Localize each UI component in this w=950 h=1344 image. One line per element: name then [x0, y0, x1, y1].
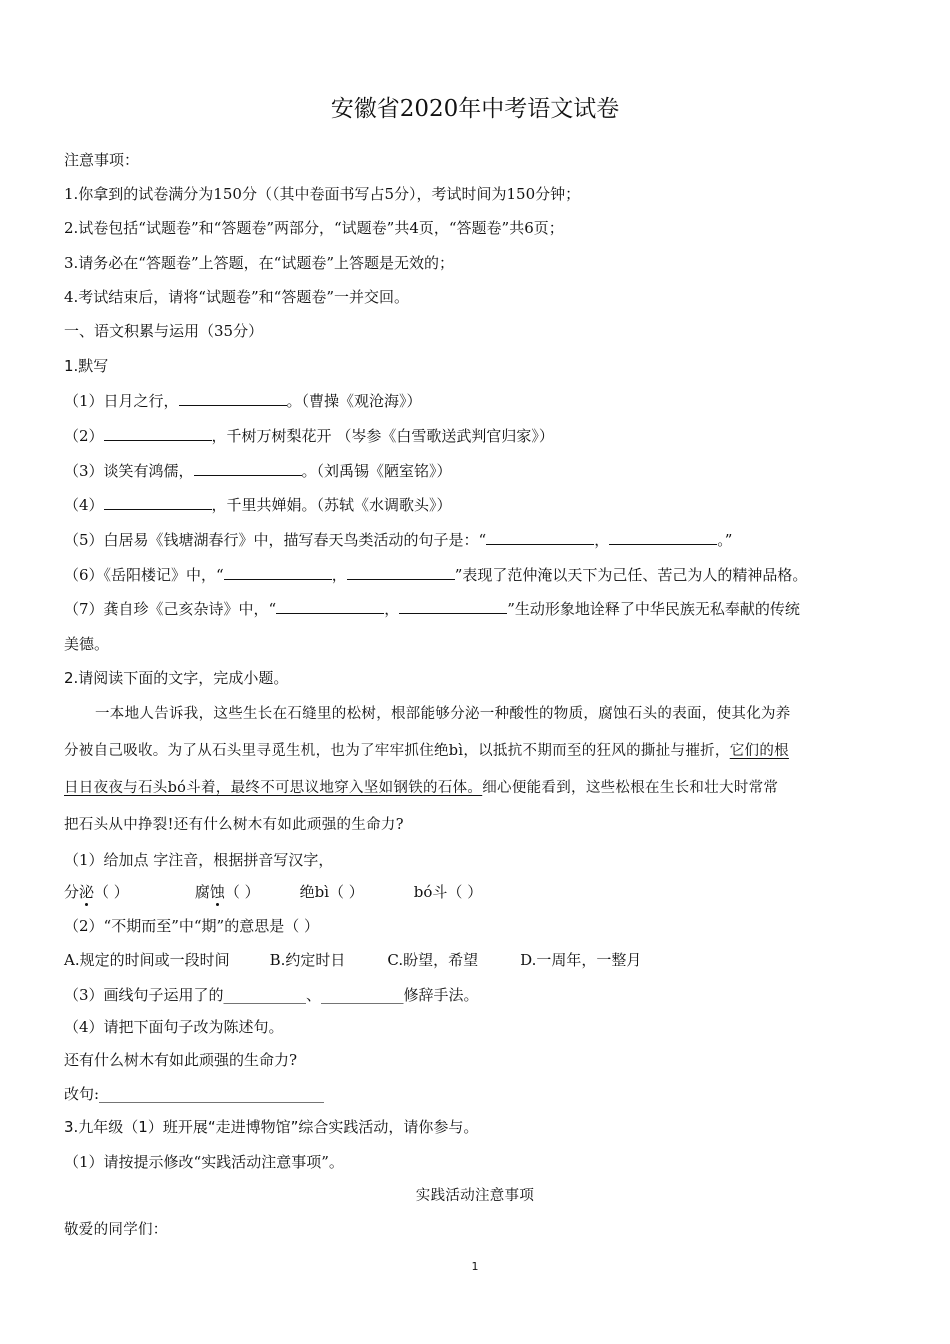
q1-item-3-post: 。（刘禹锡《陋室铭》）	[301, 462, 452, 480]
q1-item-2-post: ，千树万树梨花开 （岑参《白雪歌送武判官归家》）	[211, 427, 554, 445]
answer-blank[interactable]	[609, 529, 717, 545]
q1-item-2-pre: （2）	[64, 427, 104, 445]
pinyin-word-2	[195, 883, 260, 901]
q2-sentence: 还有什么树木有如此顽强的生命力?	[64, 1051, 298, 1069]
greeting: 敬爱的同学们：	[64, 1222, 168, 1238]
pinyin-word-3[interactable]: 绝bì（ ）	[299, 883, 364, 901]
q1-item-5-mid: ，	[594, 531, 610, 549]
q2-sub-3: （3）画线句子运用了的___________、___________修辞手法。	[64, 986, 479, 1004]
passage-text: 分被自己吸收。为了从石头里寻觅生机，也为了牢牢抓住绝bì，以抵抗不期而至的狂风的撕扯与摧折，	[64, 743, 730, 759]
underlined-sentence: 日日夜夜与石头bó斗着，最终不可思议地穿入坚如钢铁的石体。	[64, 780, 483, 796]
dotted-char: 泌	[79, 883, 95, 901]
notice-item: 4.考试结束后，请将“试题卷”和“答题卷”一并交回。	[64, 288, 409, 306]
notice-item: 1.你拿到的试卷满分为150分（（其中卷面书写占5分），考试时间为150分钟；	[64, 185, 581, 203]
answer-blank[interactable]	[486, 529, 594, 545]
q1-item-6-pre: （6）《岳阳楼记》中，“	[64, 566, 224, 584]
answer-blank[interactable]	[194, 460, 302, 476]
word-char: 腐	[194, 883, 210, 901]
answer-blank[interactable]	[224, 564, 332, 580]
notice-heading: 注意事项：	[64, 151, 140, 169]
answer-blank[interactable]	[104, 494, 212, 510]
option-a[interactable]: A.规定的时间或一段时间	[64, 951, 230, 969]
passage-line	[64, 778, 778, 798]
question-1-title: 1.默写	[64, 357, 109, 375]
option-d[interactable]: D.一周年，一整月	[520, 951, 642, 969]
q1-item-6-mid: ，	[331, 566, 347, 584]
q1-item-1	[64, 390, 422, 411]
q2-sub-1: （1）给加点 字注音，根据拼音写汉字，	[64, 851, 334, 869]
page-title: 安徽省2020年中考语文试卷	[330, 96, 620, 122]
section-heading: 一、语文积累与运用（35分）	[64, 322, 264, 340]
pinyin-word-4[interactable]: bó斗（ ）	[413, 883, 483, 901]
question-2-title: 2.请阅读下面的文字，完成小题。	[64, 669, 289, 687]
dotted-char: 蚀	[209, 883, 225, 901]
q1-item-3-pre: （3）谈笑有鸿儒，	[64, 462, 194, 480]
q1-item-1-post: 。（曹操《观沧海》）	[286, 392, 422, 410]
passage-line	[64, 741, 789, 761]
q1-item-7	[64, 598, 800, 619]
notice-subheading: 实践活动注意事项	[415, 1188, 535, 1204]
passage-line: 把石头从中挣裂!还有什么树木有如此顽强的生命力?	[64, 817, 404, 833]
q1-item-4-pre: （4）	[64, 496, 104, 514]
notice-item: 2.试卷包括“试题卷”和“答题卷”两部分，“试题卷”共4页，“答题卷”共6页；	[64, 219, 564, 237]
q2-rewrite[interactable]: 改句:______________________________	[64, 1085, 325, 1103]
page-number: 1	[471, 1260, 479, 1273]
q1-item-5	[64, 529, 732, 550]
q1-item-4-post: ，千里共婵娟。（苏轼《水调歌头》）	[211, 496, 452, 514]
q1-item-3	[64, 460, 452, 481]
answer-blank[interactable]	[104, 425, 212, 441]
q2-sub-2: （2）“不期而至”中“期”的意思是（ ）	[64, 917, 319, 935]
word-char: 分	[64, 883, 80, 901]
underlined-sentence: 它们的根	[729, 743, 789, 759]
answer-blank[interactable]	[276, 598, 384, 614]
options-row	[64, 950, 641, 970]
notice-item: 3.请务必在“答题卷”上答题，在“试题卷”上答题是无效的；	[64, 254, 454, 272]
question-3-title: 3.九年级（1）班开展“走进博物馆”综合实践活动，请你参与。	[64, 1118, 479, 1136]
passage-text: 细心便能看到，这些松根在生长和壮大时常常	[482, 780, 779, 796]
q1-item-1-pre: （1）日月之行，	[64, 392, 179, 410]
answer-blank[interactable]	[179, 390, 287, 406]
answer-blank[interactable]	[347, 564, 455, 580]
q1-item-5-post: 。”	[717, 531, 733, 549]
passage-line: 一本地人告诉我，这些生长在石缝里的松树，根部能够分泌一种酸性的物质，腐蚀石头的表面，使其化为养	[95, 706, 791, 722]
answer-paren[interactable]: （ ）	[94, 883, 129, 901]
pinyin-word-1	[64, 883, 129, 901]
q1-item-4	[64, 494, 452, 515]
q1-item-5-pre: （5）白居易《钱塘湖春行》中，描写春天鸟类活动的句子是：“	[64, 531, 487, 549]
q1-item-7-mid: ，	[384, 600, 400, 618]
q3-sub-1: （1）请按提示修改“实践活动注意事项”。	[64, 1153, 344, 1171]
q1-item-6	[64, 564, 807, 585]
q2-sub-4: （4）请把下面句子改为陈述句。	[64, 1018, 284, 1036]
answer-blank[interactable]	[399, 598, 507, 614]
q1-item-6-post: ”表现了范仲淹以天下为己任、苦己为人的精神品格。	[454, 566, 808, 584]
q1-item-7-post: ”生动形象地诠释了中华民族无私奉献的传统	[507, 600, 800, 618]
option-b[interactable]: B.约定时日	[269, 951, 346, 969]
q1-item-7-cont: 美德。	[64, 635, 110, 653]
option-c[interactable]: C.盼望，希望	[387, 951, 479, 969]
q1-item-7-pre: （7）龚自珍《己亥杂诗》中，“	[64, 600, 277, 618]
pinyin-row	[64, 882, 482, 902]
answer-paren[interactable]: （ ）	[224, 883, 260, 901]
q1-item-2	[64, 425, 554, 446]
